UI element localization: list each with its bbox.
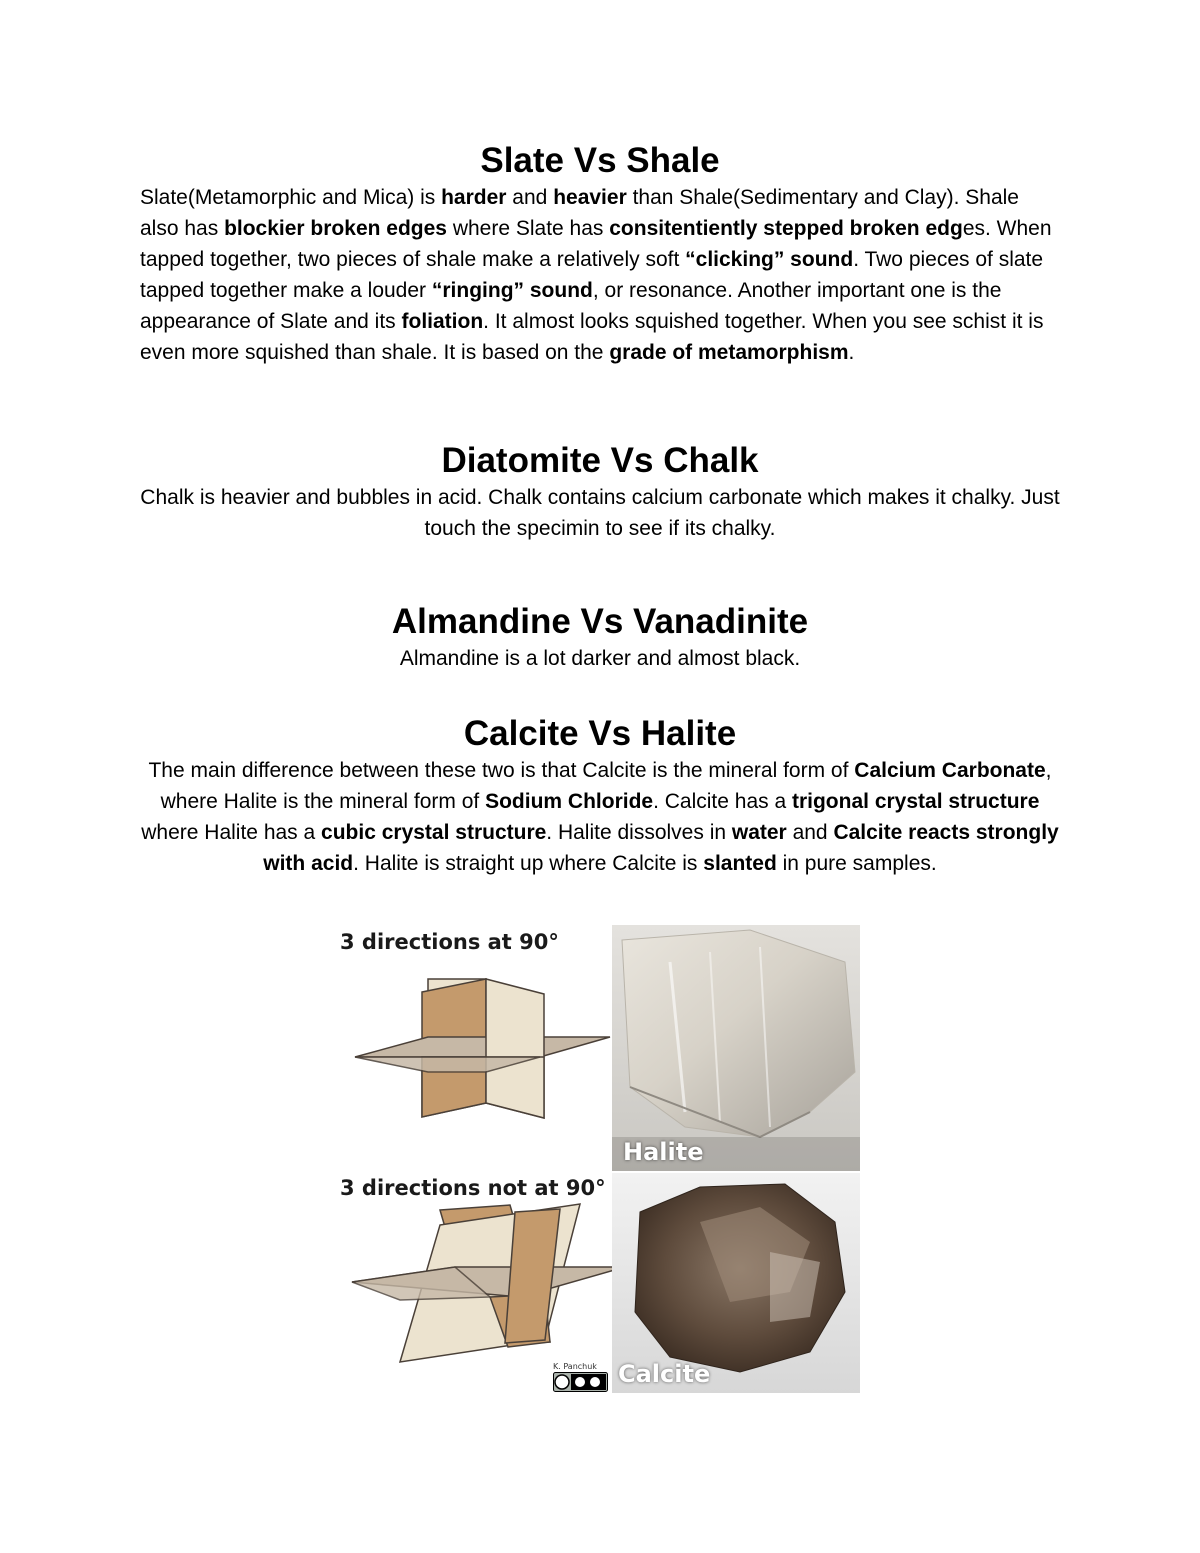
bold-term: heavier xyxy=(553,186,627,209)
bold-term: water xyxy=(731,821,787,844)
bold-term: consitentiently stepped broken edg xyxy=(609,217,963,240)
bold-term: foliation xyxy=(401,310,484,333)
text-run: . xyxy=(848,341,855,364)
bold-term: “clicking” sound xyxy=(685,248,854,271)
cubic-cleavage-diagram xyxy=(355,979,610,1118)
text-run: where Halite has a xyxy=(141,821,322,844)
text-run: es. When tapped together, two pieces of shale make a relatively soft xyxy=(140,217,1052,271)
text-run: , or resonance. Another important one is the appearance of Slate and its xyxy=(140,279,1002,333)
text-run: Chalk is heavier and bubbles in acid. Chalk contains calcium carbonate which makes it chalky. Just touch the specimin to see if its chalky. xyxy=(140,486,1060,540)
section-body xyxy=(140,643,1060,674)
rhombohedral-cleavage-label: 3 directions not at 90° xyxy=(340,1176,606,1200)
cc-by-icon xyxy=(553,1372,608,1392)
text-run: . Two pieces of slate tapped together make a louder xyxy=(140,248,1044,302)
text-run: and xyxy=(786,821,834,844)
cleavage-figure xyxy=(340,922,865,1397)
bold-term: “ringing” sound xyxy=(431,279,593,302)
text-run: Almandine is a lot darker and almost black. xyxy=(399,647,801,670)
bold-term: Calcite reacts strongly with acid xyxy=(263,821,1059,875)
text-run: Slate(Metamorphic and Mica) is xyxy=(140,186,442,209)
bold-term: cubic crystal structure xyxy=(321,821,547,844)
bold-term: harder xyxy=(441,186,507,209)
bold-term: slanted xyxy=(703,852,777,875)
halite-label: Halite xyxy=(623,1138,704,1166)
section-body xyxy=(140,482,1060,544)
text-run: . It almost looks squished together. When you see schist it is even more squished than shale. It is based on the xyxy=(140,310,1044,364)
section-almandine-vanadinite xyxy=(140,601,1060,674)
section-title: Slate Vs Shale xyxy=(480,141,720,180)
section-title: Diatomite Vs Chalk xyxy=(441,441,759,480)
halite-photo xyxy=(612,925,860,1171)
creative-commons-badge xyxy=(553,1362,608,1394)
section-body xyxy=(140,755,1060,879)
section-slate-shale xyxy=(140,140,1060,368)
text-run: , where Halite is the mineral form of xyxy=(160,759,1052,813)
cubic-cleavage-label: 3 directions at 90° xyxy=(340,930,559,954)
text-run: . Calcite has a xyxy=(653,790,792,813)
section-diatomite-chalk xyxy=(140,440,1060,544)
bold-term: trigonal crystal structure xyxy=(791,790,1040,813)
bold-term: blockier broken edges xyxy=(224,217,447,240)
bold-term: grade of metamorphism xyxy=(609,341,849,364)
bold-term: Calcium Carbonate xyxy=(854,759,1046,782)
section-body xyxy=(140,182,1060,368)
text-run: and xyxy=(506,186,554,209)
text-run: than Shale(Sedimentary and Clay). Shale also has xyxy=(140,186,1019,240)
text-run: in pure samples. xyxy=(776,852,937,875)
credit-text: K. Panchuk xyxy=(553,1362,597,1371)
bold-term: Sodium Chloride xyxy=(485,790,654,813)
section-calcite-halite xyxy=(140,713,1060,879)
text-run: where Slate has xyxy=(446,217,610,240)
text-run: . Halite is straight up where Calcite is xyxy=(353,852,704,875)
cleavage-diagram xyxy=(340,922,865,1397)
text-run: The main difference between these two is that Calcite is the mineral form of xyxy=(148,759,855,782)
text-run: . Halite dissolves in xyxy=(546,821,732,844)
section-title: Calcite Vs Halite xyxy=(463,714,737,753)
calcite-label: Calcite xyxy=(618,1360,711,1388)
rhombohedral-cleavage-diagram xyxy=(352,1204,625,1362)
section-title: Almandine Vs Vanadinite xyxy=(391,602,809,641)
